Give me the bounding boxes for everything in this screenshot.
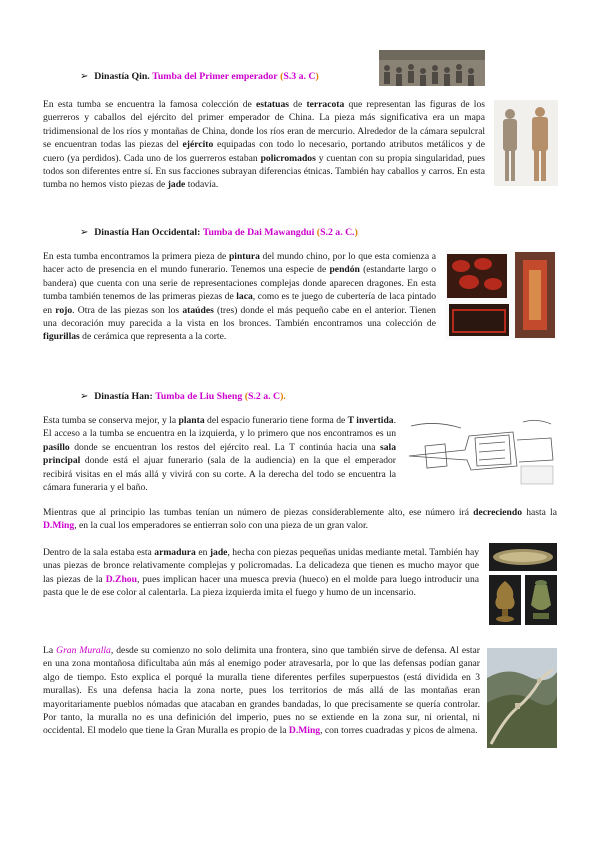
tomb-date: S.2 a. C. — [320, 227, 355, 238]
bullet-arrow-icon: ➢ — [80, 391, 89, 402]
tomb-name: Tumba del Primer emperador — [152, 71, 278, 82]
tomb-name: Tumba de Dai Mawangdui — [202, 227, 315, 238]
bronze-incense-burner-image — [489, 575, 521, 625]
tomb-plan-drawing — [405, 416, 557, 488]
terracotta-warriors-image — [494, 100, 558, 186]
han-armor-paragraph: Dentro de la sala estaba esta armadura en jade, hecha con piezas pequeñas unidas mediante metal. También hay unas piezas de bronce relativamente complejas y policromadas. La delicadeza que tienen es mucho mayor que las piezas de la D.Zhou, pues implican hacer una muesca previa (hueco) en el molde para luego introducir una pasta que le de ese color al calentarla. La pieza izquierda imita el fuego y humo de un incensario. — [43, 547, 480, 599]
dynasty-name: Dinastía Qin. — [94, 71, 150, 82]
great-wall-image — [487, 648, 557, 748]
heading-han: ➢ Dinastía Han: Tumba de Liu Sheng (S.2 a. C). — [80, 391, 286, 402]
han-occidental-paragraph: En esta tumba encontramos la primera pieza de pintura del mundo chino, por lo que esta comienza a hacer acto de presencia en el mundo funerario. Tenemos una especie de pendón (estandarte largo o bandera) que cuenta con una serie de representaciones complejas donde aparecen dragones. En esta tumba también tenemos de las primeras piezas de laca, como es te juego de cubertería de laca pintado en rojo. Otra de las piezas son los ataúdes (tres) donde el más pequeño cabe en el anterior. Tienen una decoración muy parecida a la vista en los bronces. También encontramos una colección de figurillas de cerámica que representa a la corte. — [43, 251, 437, 343]
terracotta-army-image — [379, 50, 485, 86]
jade-suit-image — [489, 543, 557, 571]
tomb-date: S.3 a. C — [283, 71, 316, 82]
tomb-date: S.2 a. C — [247, 391, 281, 402]
han-plan-paragraph: Esta tumba se conserva mejor, y la planta del espacio funerario tiene forma de T invertida. El acceso a la tumba se encuentra en la izquierda, y lo primero que nos encontramos es un pasillo donde se encuentran los restos del ejército real. La T continúa hacia una sala principal donde está el ajuar funerario (sala de la audiencia) en la que el emperador recibirá visitas en el más allá y vivirá con su corte. A la derecha del todo se encuentra la cámara funeraria y el baño. — [43, 415, 397, 494]
han-pieces-paragraph: Mientras que al principio las tumbas tenían un número de piezas considerablemente alto, ese número irá decreciendo hasta la D.Ming, en la cual los emperadores se entierran solo con una pieza de un gran valor. — [43, 507, 557, 532]
bronze-vessel-image — [525, 575, 557, 625]
great-wall-paragraph: La Gran Muralla, desde su comienzo no solo delimita una frontera, sino que también sirve de defensa. Al estar en una zona montañosa dificultaba aún más al enemigo poder atravesarla, por lo que las defensas podían ganar algo de tiempo. Esto explica el porqué la muralla tiene diferentes perfiles superpuestos (está dividida en 3 murallas). Es una defensa hacia la zona norte, pues los territorios de más allá de las montañas eran mayoritariamente pueblos nómadas que atacaban en grandes bandadas, lo que precisamente se quería controlar. Por tanto, la muralla no es una definición del imperio, pues no se extiende en la zona sur, ni oriental, ni occidental. El modelo que tiene la Gran Muralla es propio de la D.Ming, con torres cuadradas y picos de almena. — [43, 645, 480, 737]
lacquerware-and-banner-image — [445, 250, 557, 340]
dynasty-name: Dinastía Han: — [94, 391, 153, 402]
bullet-arrow-icon: ➢ — [80, 71, 89, 82]
tomb-name: Tumba de Liu Sheng — [155, 391, 243, 402]
bullet-arrow-icon: ➢ — [80, 227, 89, 238]
heading-qin: ➢ Dinastía Qin. Tumba del Primer emperador (S.3 a. C) — [80, 71, 319, 82]
heading-han-occidental: ➢ Dinastía Han Occidental: Tumba de Dai Mawangdui (S.2 a. C.) — [80, 227, 358, 238]
qin-paragraph: En esta tumba se encuentra la famosa colección de estatuas de terracota que representan las figuras de los guerreros y caballos del ejército del primer emperador de China. La pieza más significativa era un mapa tridimensional de los ríos y montañas de China, donde los ríos eran de mercurio. Alrededor de la cámara sepulcral se encuentran todas las piezas del ejército equipadas con todo lo necesario, portando atributos metálicos y de cuero (ya perdidos). Cada uno de los guerreros estaban policromados y cuentan con su propia singularidad, pues todos son diferentes entre sí. En sus facciones subrayan diferencias étnicas. También hay caballos y carros. En esta tumba no hemos visto piezas de jade todavía. — [43, 99, 485, 191]
dynasty-name: Dinastía Han Occidental: — [94, 227, 201, 238]
